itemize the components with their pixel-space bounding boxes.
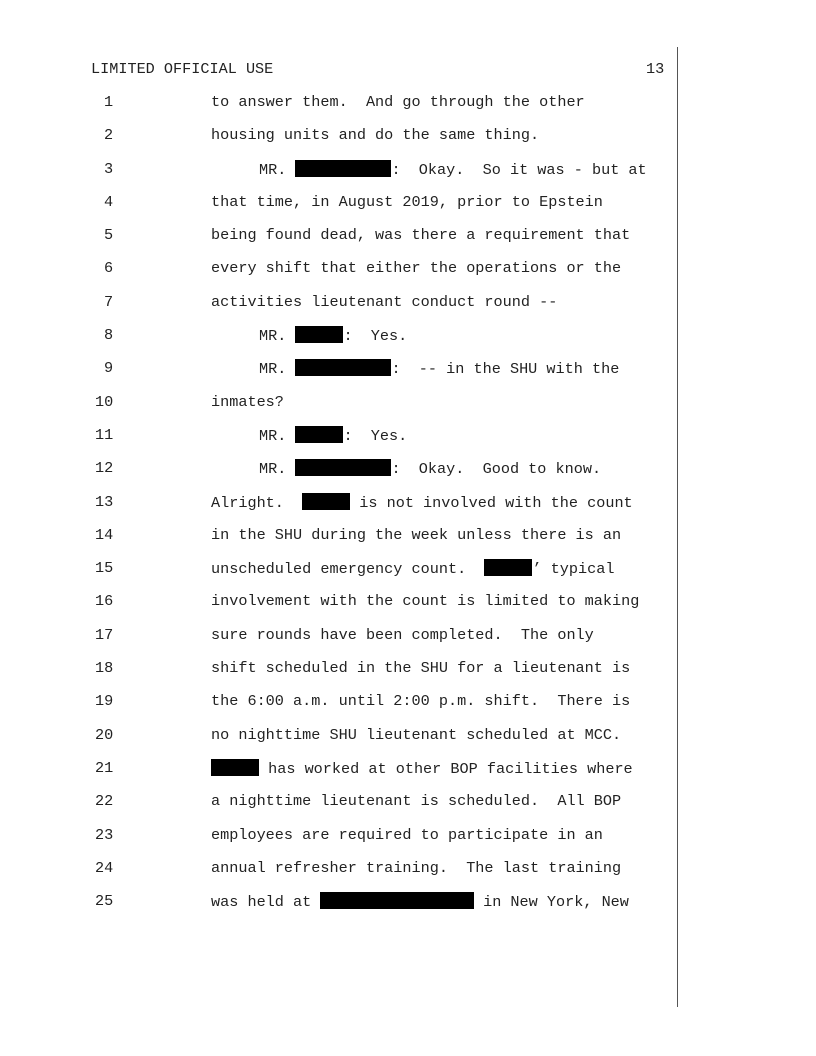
transcript-line bbox=[0, 692, 816, 725]
line-text bbox=[211, 759, 633, 778]
redaction-box bbox=[295, 459, 391, 476]
text-segment: MR. bbox=[259, 327, 296, 346]
text-segment: Alright. bbox=[211, 493, 303, 512]
transcript-line bbox=[0, 592, 816, 625]
line-text bbox=[211, 426, 407, 445]
line-text bbox=[211, 226, 630, 244]
text-segment: annual refresher training. The last training bbox=[211, 858, 622, 877]
line-text bbox=[211, 692, 630, 710]
text-segment: : Okay. So it was - but at bbox=[391, 160, 647, 179]
transcript-line bbox=[0, 259, 816, 292]
transcript-line bbox=[0, 426, 816, 459]
transcript-line bbox=[0, 726, 816, 759]
redaction-box bbox=[211, 759, 259, 776]
text-segment: ’ typical bbox=[532, 560, 615, 579]
classification-header: LIMITED OFFICIAL USE bbox=[91, 60, 274, 78]
line-number: 22 bbox=[95, 792, 114, 811]
transcript-line bbox=[0, 93, 816, 126]
line-number: 21 bbox=[95, 758, 114, 777]
transcript-line bbox=[0, 559, 816, 592]
line-text bbox=[211, 493, 633, 512]
page-number: 13 bbox=[646, 60, 665, 78]
line-text bbox=[211, 459, 601, 478]
transcript-line bbox=[0, 393, 816, 426]
line-text bbox=[211, 892, 629, 911]
redaction-box bbox=[295, 160, 391, 177]
redaction-box bbox=[484, 559, 532, 576]
text-segment: a nighttime lieutenant is scheduled. All BOP bbox=[211, 792, 622, 811]
text-segment: the 6:00 a.m. until 2:00 p.m. shift. There is bbox=[211, 692, 631, 711]
line-text bbox=[211, 526, 621, 544]
text-segment: was held at bbox=[211, 893, 321, 912]
line-text bbox=[211, 592, 639, 610]
line-text bbox=[211, 626, 594, 644]
text-segment: shift scheduled in the SHU for a lieutenant is bbox=[211, 659, 631, 678]
line-number: 12 bbox=[95, 459, 114, 478]
text-segment: no nighttime SHU lieutenant scheduled at MCC. bbox=[211, 725, 622, 744]
transcript-line bbox=[0, 326, 816, 359]
transcript-line bbox=[0, 626, 816, 659]
line-text bbox=[211, 792, 621, 810]
line-text bbox=[211, 293, 557, 311]
line-number: 1 bbox=[104, 93, 114, 111]
text-segment: housing units and do the same thing. bbox=[211, 126, 540, 145]
line-text bbox=[211, 93, 585, 111]
line-number: 10 bbox=[95, 392, 114, 411]
transcript-line bbox=[0, 226, 816, 259]
line-number: 11 bbox=[95, 425, 114, 444]
line-number: 20 bbox=[95, 725, 114, 744]
line-number: 6 bbox=[104, 259, 114, 278]
line-number: 8 bbox=[104, 326, 114, 345]
line-number: 24 bbox=[95, 858, 114, 877]
line-number: 19 bbox=[95, 692, 114, 711]
transcript-line bbox=[0, 892, 816, 925]
line-text bbox=[211, 559, 614, 578]
transcript-line bbox=[0, 759, 816, 792]
text-segment: every shift that either the operations or the bbox=[211, 259, 622, 278]
line-text bbox=[211, 359, 619, 378]
line-text bbox=[211, 726, 621, 744]
text-segment: is not involved with the count bbox=[350, 493, 633, 512]
line-number: 9 bbox=[104, 359, 114, 378]
text-segment: : Okay. Good to know. bbox=[391, 460, 602, 479]
text-segment: sure rounds have been completed. The only bbox=[211, 625, 594, 644]
text-segment: unscheduled emergency count. bbox=[211, 560, 485, 579]
line-text bbox=[211, 659, 630, 677]
text-segment: employees are required to participate in an bbox=[211, 825, 603, 844]
line-text bbox=[211, 126, 539, 144]
line-number: 25 bbox=[95, 892, 114, 911]
redaction-box bbox=[295, 359, 391, 376]
transcript-line bbox=[0, 792, 816, 825]
line-number: 18 bbox=[95, 659, 114, 678]
transcript-line bbox=[0, 526, 816, 559]
text-segment: : Yes. bbox=[343, 426, 408, 445]
line-number: 17 bbox=[95, 625, 114, 644]
line-text bbox=[211, 193, 603, 211]
text-segment: involvement with the count is limited to making bbox=[211, 592, 640, 611]
redaction-box bbox=[320, 892, 474, 909]
transcript-line bbox=[0, 826, 816, 859]
text-segment: MR. bbox=[259, 426, 296, 445]
line-text bbox=[211, 859, 621, 877]
redaction-box bbox=[295, 326, 343, 343]
transcript-line bbox=[0, 493, 816, 526]
line-text bbox=[211, 326, 407, 345]
text-segment: in the SHU during the week unless there is an bbox=[211, 525, 622, 544]
line-text bbox=[211, 259, 621, 277]
transcript-body bbox=[0, 93, 816, 925]
transcript-line bbox=[0, 359, 816, 392]
line-text bbox=[211, 826, 603, 844]
text-segment: MR. bbox=[259, 160, 296, 179]
transcript-line bbox=[0, 193, 816, 226]
text-segment: MR. bbox=[259, 460, 296, 479]
line-number: 15 bbox=[95, 559, 114, 578]
transcript-line bbox=[0, 126, 816, 159]
redaction-box bbox=[295, 426, 343, 443]
line-number: 23 bbox=[95, 825, 114, 844]
text-segment: : Yes. bbox=[343, 327, 408, 346]
line-number: 16 bbox=[95, 592, 114, 611]
transcript-line bbox=[0, 160, 816, 193]
text-segment: to answer them. And go through the other bbox=[211, 93, 585, 111]
text-segment: activities lieutenant conduct round -- bbox=[211, 292, 558, 311]
line-text bbox=[211, 160, 647, 179]
line-number: 14 bbox=[95, 525, 114, 544]
text-segment: inmates? bbox=[211, 392, 284, 411]
line-number: 7 bbox=[104, 292, 114, 311]
transcript-line bbox=[0, 659, 816, 692]
line-number: 4 bbox=[104, 192, 114, 211]
text-segment: that time, in August 2019, prior to Epstein bbox=[211, 192, 603, 211]
transcript-line bbox=[0, 459, 816, 492]
text-segment: being found dead, was there a requirement that bbox=[211, 226, 631, 245]
text-segment: : -- in the SHU with the bbox=[391, 360, 620, 379]
line-number: 13 bbox=[95, 492, 114, 511]
line-number: 5 bbox=[104, 226, 114, 245]
text-segment: has worked at other BOP facilities where bbox=[259, 759, 633, 778]
text-segment: in New York, New bbox=[473, 893, 629, 912]
transcript-line bbox=[0, 293, 816, 326]
line-number: 3 bbox=[104, 159, 114, 178]
line-text bbox=[211, 393, 284, 411]
transcript-line bbox=[0, 859, 816, 892]
redaction-box bbox=[302, 493, 350, 510]
line-number: 2 bbox=[104, 126, 114, 145]
text-segment: MR. bbox=[259, 360, 296, 379]
